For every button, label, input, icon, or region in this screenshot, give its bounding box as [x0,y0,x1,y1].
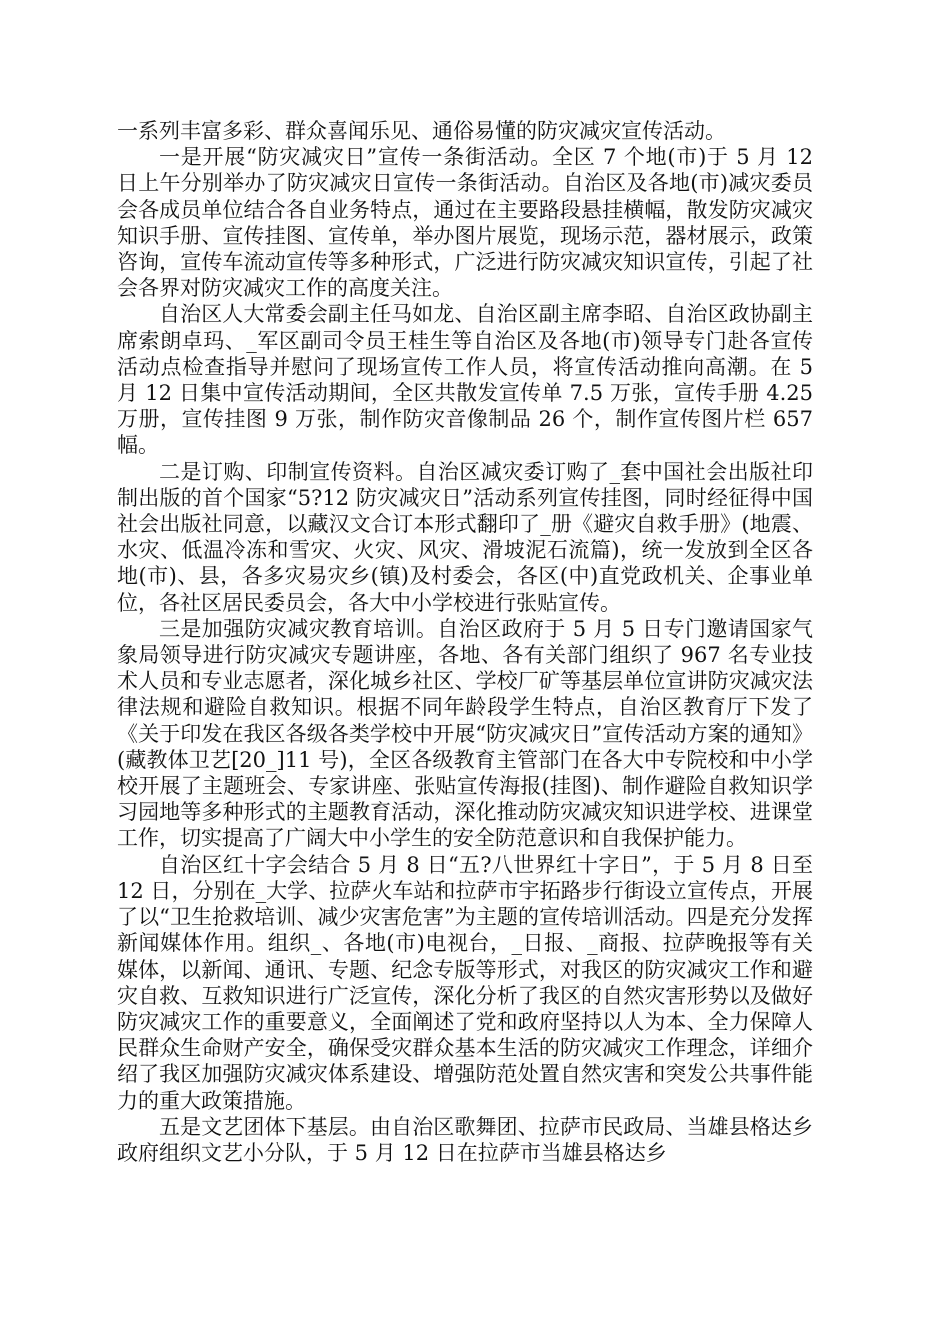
paragraph-1: 一系列丰富多彩、群众喜闻乐见、通俗易懂的防灾减灾宣传活动。 [117,119,726,143]
paragraph-3: 自治区人大常委会副主任马如龙、自治区副主席李昭、自治区政协副主席索朗卓玛、_军区副司令员王桂生等自治区及各地(市)领导专门赴各宣传活动点检查指导并慰问了现场宣传工作人员，将宣传活动推向高潮。在 5 月 12 日集中宣传活动期间，全区共散发宣传单 7.5 万张，宣传手册 4.25 万册，宣传挂图 9 万张，制作防灾音像制品 26 个，制作宣传图片栏 657 幅。 [117,302,813,458]
paragraph-2: 一是开展“防灾减灾日”宣传一条街活动。全区 7 个地(市)于 5 月 12 日上午分别举办了防灾减灾日宣传一条街活动。自治区及各地(市)减灾委员会各成员单位结合各自业务特点，通过在主要路段悬挂横幅，散发防灾减灾知识手册、宣传挂图、宣传单，举办图片展览，现场示范，器材展示，政策咨询，宣传车流动宣传等多种形式，广泛进行防灾减灾知识宣传，引起了社会各界对防灾减灾工作的高度关注。 [117,145,813,301]
paragraph-5: 三是加强防灾减灾教育培训。自治区政府于 5 月 5 日专门邀请国家气象局领导进行防灾减灾专题讲座，各地、各有关部门组织了 967 名专业技术人员和专业志愿者，深化城乡社区、学校厂矿等基层单位宣讲防灾减灾法律法规和避险自救知识。根据不同年龄段学生特点，自治区教育厅下发了《关于印发在我区各级各类学校中开展“防灾减灾日”宣传活动方案的通知》(藏教体卫艺[20_]11 号)，全区各级教育主管部门在各大中专院校和中小学校开展了主题班会、专家讲座、张贴宣传海报(挂图)、制作避险自救知识学习园地等多种形式的主题教育活动，深化推动防灾减灾知识进学校、进课堂工作，切实提高了广阔大中小学生的安全防范意识和自我保护能力。 [117,616,813,851]
document-body [117,118,813,1166]
paragraph-7: 五是文艺团体下基层。由自治区歌舞团、拉萨市民政局、当雄县格达乡政府组织文艺小分队，于 5 月 12 日在拉萨市当雄县格达乡 [117,1114,813,1165]
paragraph-4: 二是订购、印制宣传资料。自治区减灾委订购了_套中国社会出版社印制出版的首个国家“5?12 防灾减灾日”活动系列宣传挂图，同时经征得中国社会出版社同意，以藏汉文合订本形式翻印了_册《避灾自救手册》(地震、水灾、低温冷冻和雪灾、火灾、风灾、滑坡泥石流篇)，统一发放到全区各地(市)、县，各多灾易灾乡(镇)及村委会，各区(中)直党政机关、企事业单位，各社区居民委员会，各大中小学校进行张贴宣传。 [117,459,813,615]
paragraph-6: 自治区红十字会结合 5 月 8 日“五?八世界红十字日”，于 5 月 8 日至 12 日，分别在_大学、拉萨火车站和拉萨市宇拓路步行街设立宣传点，开展了以“卫生抢救培训、减少灾害危害”为主题的宣传培训活动。四是充分发挥新闻媒体作用。组织_、各地(市)电视台，_日报、_商报、拉萨晚报等有关媒体，以新闻、通讯、专题、纪念专版等形式，对我区的防灾减灾工作和避灾自救、互救知识进行广泛宣传，深化分析了我区的自然灾害形势以及做好防灾减灾工作的重要意义，全面阐述了党和政府坚持以人为本、全力保障人民群众生命财产安全，确保受灾群众基本生活的防灾减灾工作理念，详细介绍了我区加强防灾减灾体系建设、增强防范处置自然灾害和突发公共事件能力的重大政策措施。 [117,852,813,1113]
